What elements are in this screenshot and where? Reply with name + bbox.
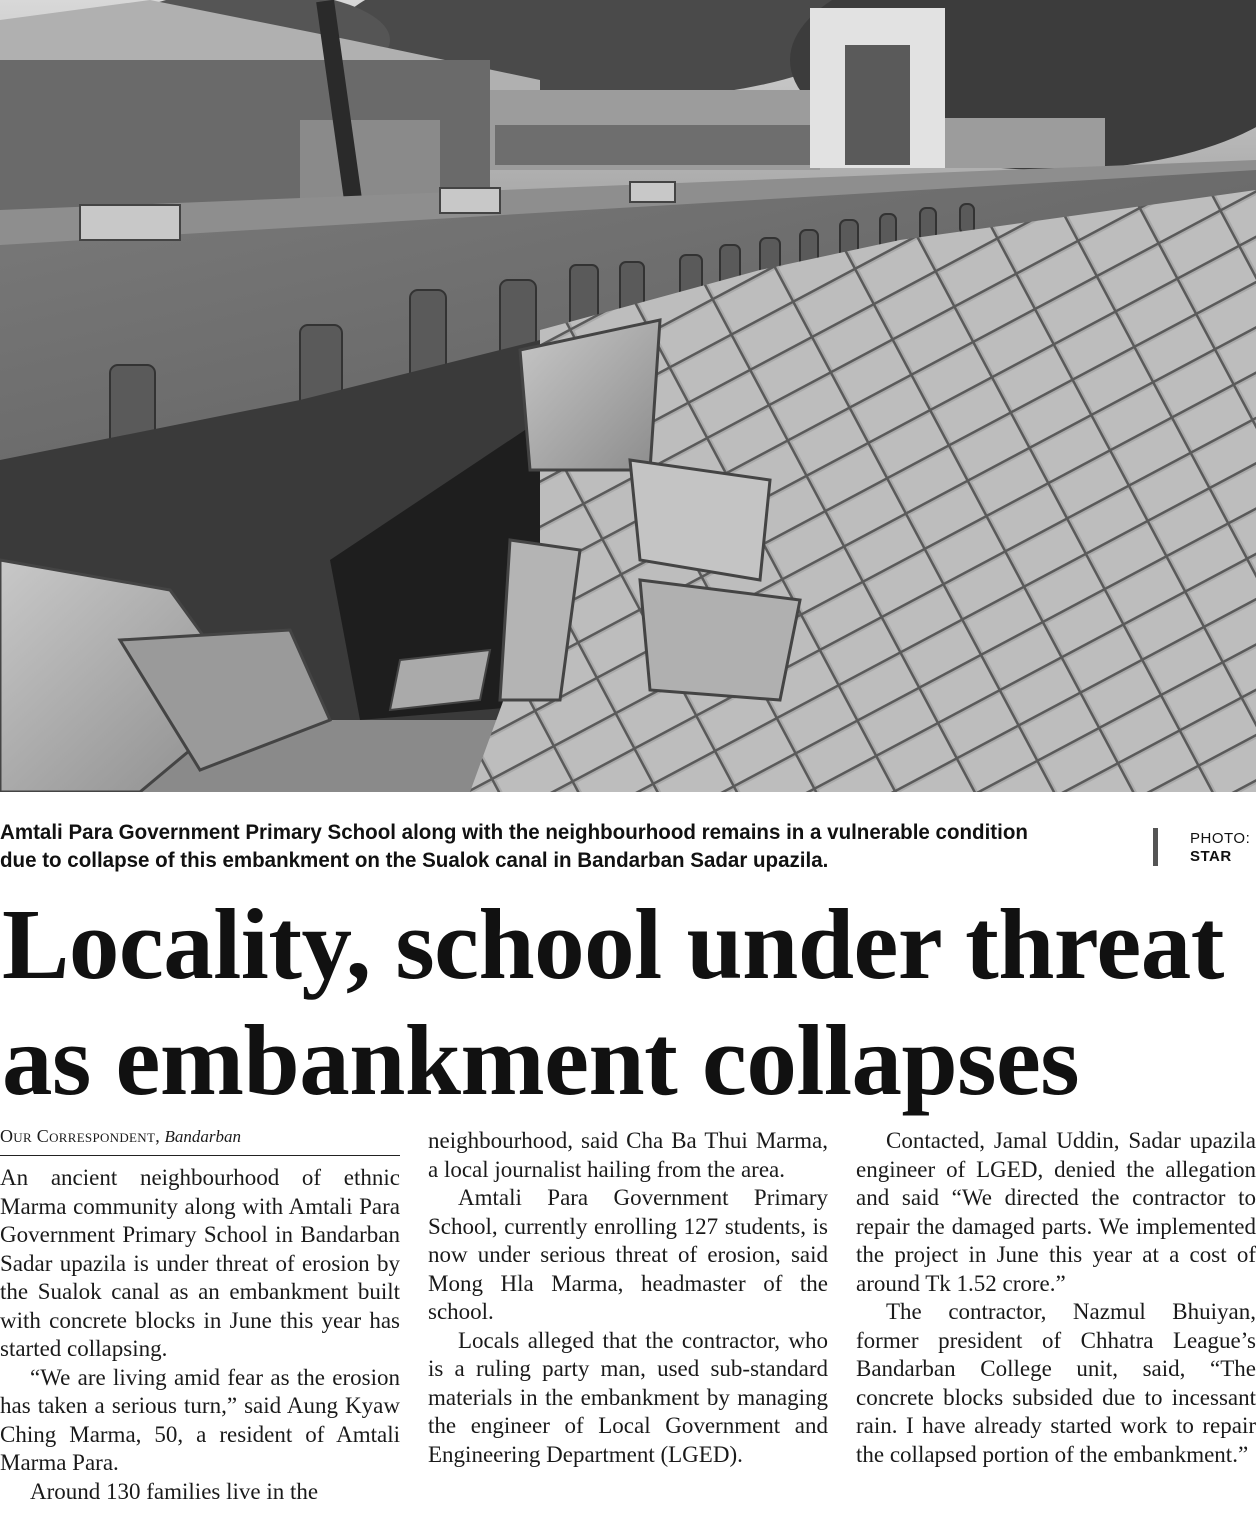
photo-credit xyxy=(1190,830,1250,866)
article-column-2 xyxy=(428,1127,828,1469)
byline-place: Bandarban xyxy=(164,1127,242,1146)
credit-divider xyxy=(1153,828,1158,866)
article-paragraph: An ancient neighbourhood of ethnic Marma community along with Amtali Para Government Primary School in Bandarban Sadar upazila is under threat of erosion by the Sualok canal as an embankment built with concrete blocks in June this year has started collapsing. xyxy=(0,1165,400,1361)
photo-credit-label: PHOTO: xyxy=(1190,830,1251,847)
article-paragraph: Locals alleged that the contractor, who is a ruling party man, used sub-standard materials in the embankment by managing the engineer of Local Government and Engineering Department (LGED). xyxy=(428,1327,828,1467)
article-paragraph: Contacted, Jamal Uddin, Sadar upazila engineer of LGED, denied the allegation and said “We directed the contractor to repair the damaged parts. We implemented the project in June this year at a cost of around Tk 1.52 crore.” xyxy=(856,1128,1256,1296)
photo-credit-source: STAR xyxy=(1190,848,1232,865)
photo-caption: Amtali Para Government Primary School along with the neighbourhood remains in a vulnerable condition due to collapse of this embankment on the Sualok canal in Bandarban Sadar upazila. xyxy=(0,820,1028,872)
article-paragraph: The contractor, Nazmul Bhuiyan, former president of Chhatra League’s Bandarban College unit, said, “The concrete blocks subsided due to incessant rain. I have already started work to repair the collapsed portion of the embankment.” xyxy=(856,1299,1256,1467)
headline-line-1: Locality, school under threat xyxy=(2,888,1224,1000)
article-column-1 xyxy=(0,1124,400,1506)
headline-line-2: as embankment collapses xyxy=(2,1004,1080,1116)
byline xyxy=(0,1124,400,1156)
headline xyxy=(2,886,1256,1118)
byline-author: Our Correspondent, xyxy=(0,1126,161,1146)
article-paragraph: “We are living amid fear as the erosion has taken a serious turn,” said Aung Kyaw Ching Marma, 50, a resident of Amtali Marma Para. xyxy=(0,1364,400,1475)
article-paragraph: neighbourhood, said Cha Ba Thui Marma, a local journalist hailing from the area. xyxy=(428,1128,828,1182)
article-paragraph: Amtali Para Government Primary School, currently enrolling 127 students, is now under serious threat of erosion, said Mong Hla Marma, headmaster of the school. xyxy=(428,1185,828,1324)
article-paragraph: Around 130 families live in the xyxy=(30,1478,319,1504)
article-column-3 xyxy=(856,1127,1256,1469)
